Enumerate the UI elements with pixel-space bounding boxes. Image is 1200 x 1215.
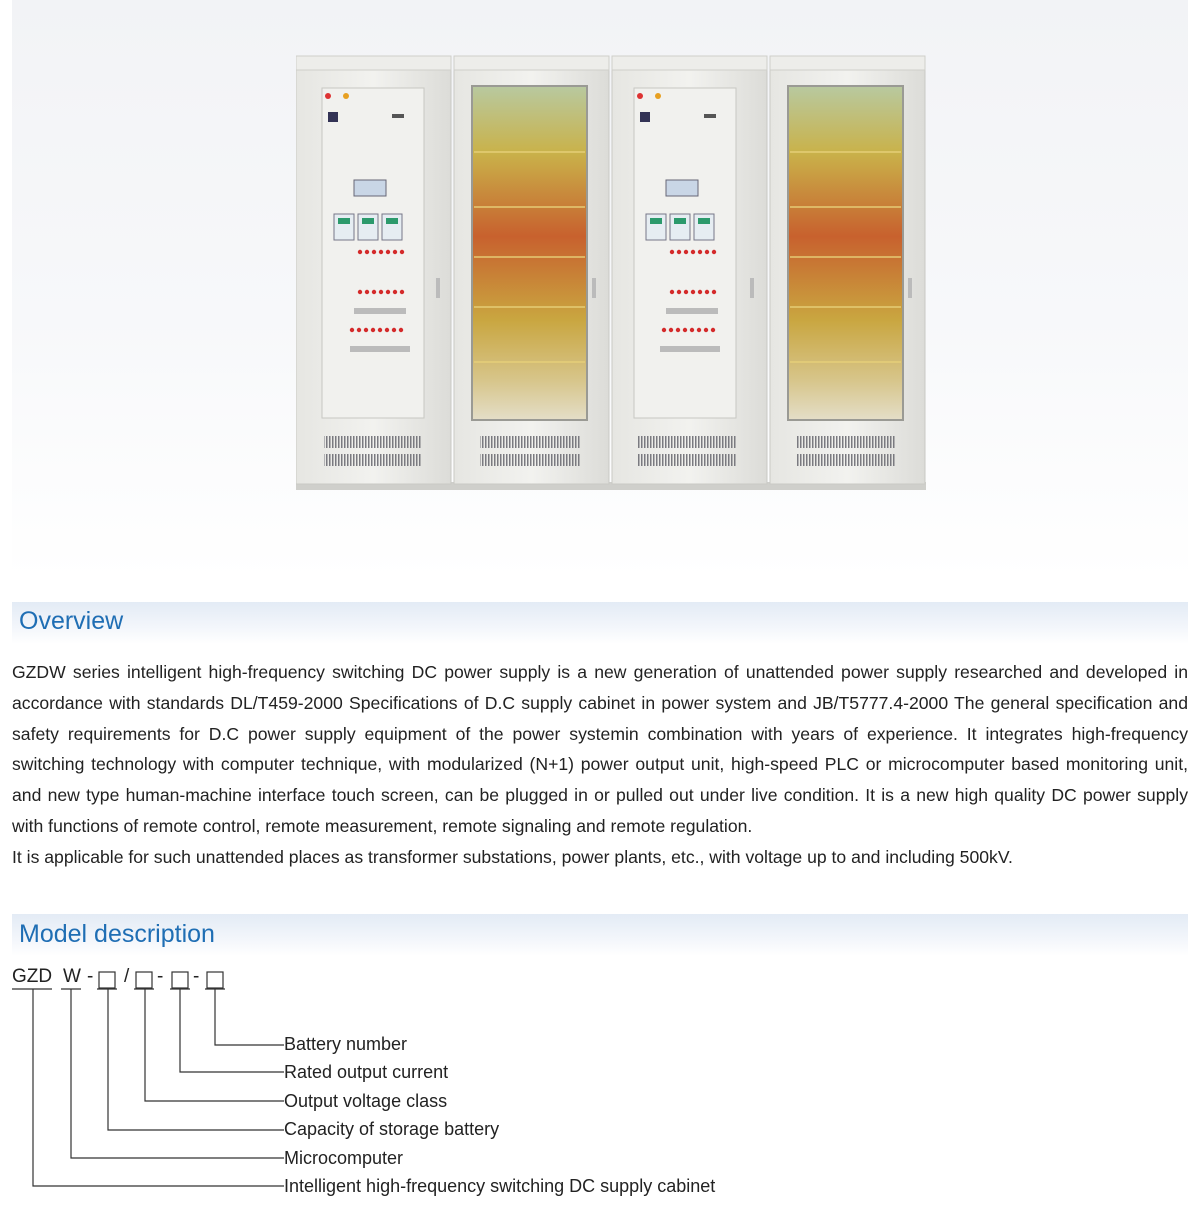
code-dash-2: -: [157, 966, 164, 987]
legend-output-voltage-class: Output voltage class: [284, 1091, 448, 1111]
legend-rated-output-current: Rated output current: [284, 1062, 449, 1082]
leader-microcomputer: [71, 989, 284, 1158]
code-gzd: GZD: [12, 966, 53, 987]
model-title: Model description: [19, 920, 215, 948]
placeholder-box-2: [136, 972, 152, 988]
battery-cabinet-2: [770, 56, 925, 484]
legend-dc-supply-cabinet: Intelligent high-frequency switching DC supply cabinet: [284, 1176, 716, 1196]
overview-body: [12, 657, 1188, 873]
legend-battery-number: Battery number: [284, 1034, 408, 1054]
placeholder-box-3: [172, 972, 188, 988]
code-w: W: [63, 966, 81, 987]
overview-header-bar: [12, 602, 1188, 644]
placeholder-box-1: [99, 972, 115, 988]
control-cabinet-2: [612, 56, 767, 484]
leader-storage-battery: [108, 989, 284, 1130]
hero-banner: [12, 0, 1188, 580]
overview-paragraph-2: It is applicable for such unattended places as transformer substations, power plants, etc., with voltage up to and including 500kV.: [12, 846, 1013, 867]
overview-paragraph-1: GZDW series intelligent high-frequency switching DC power supply is a new generation of unattended power supply researched and developed in accordance with standards DL/T459-2000 Specifications of D.C supply cabinet in power system and JB/T5777.4-2000 The general specification and safety requirements for D.C power supply equipment of the power systemin combination with years of experience. It integrates high-frequency switching technology with computer technique, with modularized (N+1) power output unit, high-speed PLC or microcomputer based monitoring unit, and new type human-machine interface touch screen, can be plugged in or pulled out under live condition. It is a new high quality DC power supply with functions of remote control, remote measurement, remote signaling and remote regulation.: [12, 662, 1188, 836]
code-dash-3: -: [193, 966, 200, 987]
code-dash-1: -: [87, 966, 94, 987]
cabinet-product-image: [296, 52, 926, 492]
battery-cabinet-1: [454, 56, 609, 484]
legend-microcomputer: Microcomputer: [284, 1148, 404, 1168]
placeholder-box-4: [207, 972, 223, 988]
code-slash: /: [124, 966, 130, 987]
legend-storage-battery-capacity: Capacity of storage battery: [284, 1119, 500, 1139]
leader-rated-output-current: [180, 989, 284, 1072]
control-cabinet-1: [296, 56, 451, 484]
overview-title: Overview: [19, 607, 124, 635]
leader-battery-number: [215, 989, 284, 1045]
